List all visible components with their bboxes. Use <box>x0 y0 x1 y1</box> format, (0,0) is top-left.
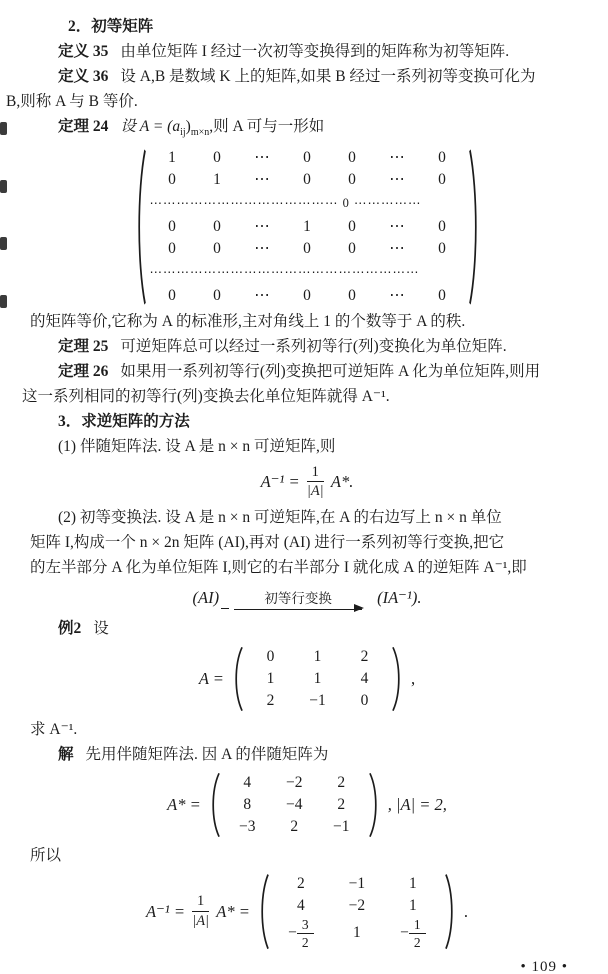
matrix-cell: −1 <box>348 874 366 892</box>
matrix-cell: 4 <box>296 896 305 914</box>
matrix-A-trail: , <box>410 669 416 689</box>
adjoint-formula-lhs: A⁻¹ = <box>260 472 300 492</box>
example-2-label: 例2 <box>58 619 82 637</box>
adjugate-lhs: A* = <box>167 795 201 815</box>
solution-text: 先用伴随矩阵法. 因 A 的伴随矩阵为 <box>85 745 329 763</box>
matrix-body <box>244 646 391 712</box>
definition-36-text2: B,则称 A 与 B 等价. <box>6 93 138 110</box>
final-lhs: A⁻¹ = <box>146 901 186 921</box>
matrix-row <box>247 668 388 690</box>
adjugate-trail: , |A| = 2, <box>387 795 447 815</box>
standard-form-matrix-block <box>30 147 584 307</box>
adjugate-matrix-formula <box>30 772 584 838</box>
definition-36-label: 定义 36 <box>58 68 109 85</box>
theorem-26-text1: 如果用一系列初等行(列)变换把可逆矩阵 A 化为单位矩阵,则用 <box>120 363 541 381</box>
theorem-24-post: ,则 A 可与一形如 <box>209 118 325 135</box>
left-paren <box>231 646 244 712</box>
left-paren <box>208 772 221 838</box>
matrix-cell: 0 <box>213 240 221 258</box>
definition-36-text1: 设 A,B 是数域 K 上的矩阵,如果 B 经过一系列初等变换可化为 <box>120 68 536 85</box>
final-mid: A* = <box>216 901 250 921</box>
solution-label: 解 <box>58 745 74 763</box>
matrix-cell: 0 <box>360 691 369 709</box>
matrix-cell: 0 <box>303 171 311 189</box>
matrix-cell: ⋯ <box>389 171 405 189</box>
matrix-cell: 1 <box>313 647 322 665</box>
matrix-cell: 0 <box>213 149 221 167</box>
theorem-24-mid: ) <box>185 118 191 135</box>
theorem-25-label: 定理 25 <box>58 338 109 356</box>
right-paren <box>391 646 404 712</box>
matrix-cell: 0 <box>438 218 446 236</box>
right-paren <box>468 147 481 307</box>
standard-form-matrix <box>134 147 481 307</box>
adjoint-formula <box>30 464 584 499</box>
matrix-cell: 4 <box>360 669 369 687</box>
method-1-intro: (1) 伴随矩阵法. 设 A 是 n × n 可逆矩阵,则 <box>58 438 336 456</box>
matrix-A <box>231 646 404 712</box>
theorem-24 <box>30 114 584 145</box>
theorem-26-line1 <box>30 359 584 384</box>
example-2-text: 设 <box>93 619 109 637</box>
scan-artifact <box>0 295 7 308</box>
matrix-cell: −2 <box>348 896 366 914</box>
matrix-body <box>270 873 444 950</box>
matrix-cell: ⋯ <box>389 287 405 305</box>
matrix-cell: 1 <box>266 669 275 687</box>
matrix-cell: 1 <box>313 669 322 687</box>
matrix-row <box>273 895 441 917</box>
definition-35 <box>30 39 584 64</box>
matrix-cell: 0 <box>438 171 446 189</box>
matrix-A-lhs: A = <box>198 669 224 689</box>
matrix-body <box>221 772 368 838</box>
matrix-cell: 1 <box>303 218 311 236</box>
final-inverse-formula <box>30 873 584 950</box>
matrix-cell: ⋯ <box>254 149 270 167</box>
matrix-cell: 2 <box>337 773 346 791</box>
matrix-body <box>147 147 468 307</box>
matrix-cell: ⋯ <box>389 218 405 236</box>
theorem-25 <box>30 334 584 359</box>
matrix-row <box>150 169 465 191</box>
matrix-cell: − $\frac{1}{2}$ <box>385 917 441 950</box>
theorem-26-label: 定理 26 <box>58 363 109 381</box>
matrix-cell: −1 <box>332 817 350 835</box>
matrix-cell: ⋯ <box>389 149 405 167</box>
matrix-cell: 0 <box>266 647 275 665</box>
method-2-line3: 的左半部分 A 化为单位矩阵 I,则它的右半部分 I 就化成 A 的逆矩阵 A⁻¹,即 <box>30 558 527 576</box>
matrix-cell: 0 <box>168 287 176 305</box>
theorem-26-text2: 这一系列相同的初等行(列)变换去化单位矩阵就得 A⁻¹. <box>22 388 390 406</box>
matrix-cell: 0 <box>213 287 221 305</box>
matrix-A-star <box>208 772 381 838</box>
matrix-cell: 2 <box>266 691 275 709</box>
matrix-A-formula <box>30 646 584 712</box>
matrix-cell: −3 <box>238 817 256 835</box>
final-trail: . <box>463 901 468 921</box>
matrix-cell: ⋯ <box>254 287 270 305</box>
matrix-row <box>273 873 441 895</box>
left-paren <box>134 147 147 307</box>
matrix-row <box>224 816 365 838</box>
example-2-intro <box>30 616 584 641</box>
transform-formula-lhs: (AI) <box>192 587 220 607</box>
matrix-row <box>150 238 465 260</box>
page-number: • 109 • <box>520 958 568 974</box>
matrix-cell: 0 <box>348 240 356 258</box>
matrix-row <box>247 690 388 712</box>
adjoint-formula-rhs: A*. <box>330 472 354 492</box>
matrix-cell: 0 <box>348 287 356 305</box>
matrix-A-inverse <box>257 873 457 950</box>
matrix-cell: 0 <box>438 240 446 258</box>
scan-artifact <box>0 122 7 135</box>
matrix-cell: 2 <box>296 874 305 892</box>
section-heading-inverse-methods: 3．求逆矩阵的方法 <box>58 413 190 431</box>
matrix-cell: 1 <box>408 874 417 892</box>
arrow-label: 初等行变换 <box>264 590 332 606</box>
theorem-24-label: 定理 24 <box>58 118 109 135</box>
matrix-cell: 8 <box>243 795 252 813</box>
matrix-cell: −4 <box>285 795 303 813</box>
seek-inverse: 求 A⁻¹. <box>30 720 78 738</box>
solution-intro <box>30 742 584 767</box>
matrix-cell: 0 <box>213 218 221 236</box>
matrix-cell: 0 <box>168 171 176 189</box>
scan-artifact <box>0 180 7 193</box>
definition-36-line1 <box>30 64 584 89</box>
section-heading-elementary-matrices: 2．初等矩阵 <box>68 18 154 35</box>
matrix-cell: 2 <box>337 795 346 813</box>
standard-form-note: 的矩阵等价,它称为 A 的标准形,主对角线上 1 的个数等于 A 的秩. <box>30 313 466 331</box>
matrix-cell: 0 <box>348 171 356 189</box>
matrix-cell: 0 <box>303 240 311 258</box>
left-paren <box>257 873 270 950</box>
definition-35-text: 由单位矩阵 I 经过一次初等变换得到的矩阵称为初等矩阵. <box>120 43 510 60</box>
method-2-line1: (2) 初等变换法. 设 A 是 n × n 可逆矩阵,在 A 的右边写上 n × n 单位 <box>58 508 502 526</box>
scan-artifact <box>0 237 7 250</box>
matrix-cell: 4 <box>243 773 252 791</box>
matrix-cell: 0 <box>303 149 311 167</box>
matrix-cell: 0 <box>168 240 176 258</box>
right-paren <box>444 873 457 950</box>
labeled-arrow <box>234 591 362 610</box>
theorem-25-text: 可逆矩阵总可以经过一系列初等行(列)变换化为单位矩阵. <box>120 338 507 356</box>
matrix-row <box>150 285 465 307</box>
matrix-row <box>224 794 365 816</box>
matrix-cell: 1 <box>213 171 221 189</box>
matrix-cell: −1 <box>309 691 326 709</box>
matrix-cell: −2 <box>285 773 303 791</box>
matrix-row <box>224 772 365 794</box>
definition-35-label: 定义 35 <box>58 43 109 60</box>
fraction-one-over-detA: $\frac{1}{|A|}$ <box>192 893 210 929</box>
matrix-cell: 0 <box>348 149 356 167</box>
matrix-cell: 0 <box>348 218 356 236</box>
matrix-cell: 0 <box>168 218 176 236</box>
theorem-24-subscript-ij: ij <box>180 127 186 139</box>
matrix-cell: ⋯ <box>254 218 270 236</box>
therefore-text: 所以 <box>30 846 62 864</box>
matrix-cell: ⋯ <box>254 240 270 258</box>
matrix-cell: 1 <box>168 149 176 167</box>
matrix-cell: 1 <box>408 896 417 914</box>
matrix-cell: 0 <box>438 149 446 167</box>
right-arrow-icon <box>234 609 362 610</box>
fraction-one-over-detA: $\frac{1}{|A|}$ <box>306 464 324 500</box>
transform-formula-rhs: (IA⁻¹). <box>377 587 422 607</box>
transform-formula <box>30 585 584 611</box>
matrix-cell: 2 <box>360 647 369 665</box>
matrix-cell: 2 <box>290 817 299 835</box>
matrix-cell: ⋯⋯⋯⋯⋯⋯⋯⋯⋯⋯⋯⋯⋯⋯ 0 ⋯⋯⋯⋯⋯ <box>149 196 422 211</box>
matrix-cell: 0 <box>438 287 446 305</box>
matrix-cell: ⋯ <box>254 171 270 189</box>
theorem-26-line2 <box>22 384 584 409</box>
matrix-row <box>150 260 465 285</box>
matrix-cell: 1 <box>352 924 361 942</box>
matrix-row <box>150 147 465 169</box>
matrix-cell: ⋯ <box>389 240 405 258</box>
matrix-row <box>150 191 465 216</box>
method-2-line2: 矩阵 I,构成一个 n × 2n 矩阵 (AI),再对 (AI) 进行一系列初等行变换,把它 <box>30 533 505 551</box>
theorem-24-pre: 设 A = (a <box>120 118 181 135</box>
matrix-cell: ⋯⋯⋯⋯⋯⋯⋯⋯⋯⋯⋯⋯⋯⋯⋯⋯⋯⋯⋯⋯ <box>149 265 420 280</box>
right-paren <box>368 772 381 838</box>
theorem-24-subscript-mxn: m×n <box>190 127 210 139</box>
matrix-row <box>247 646 388 668</box>
definition-36-line2 <box>6 89 584 114</box>
matrix-cell: − $\frac{3}{2}$ <box>273 917 329 950</box>
matrix-row <box>150 216 465 238</box>
matrix-row <box>273 917 441 950</box>
matrix-cell: 0 <box>303 287 311 305</box>
